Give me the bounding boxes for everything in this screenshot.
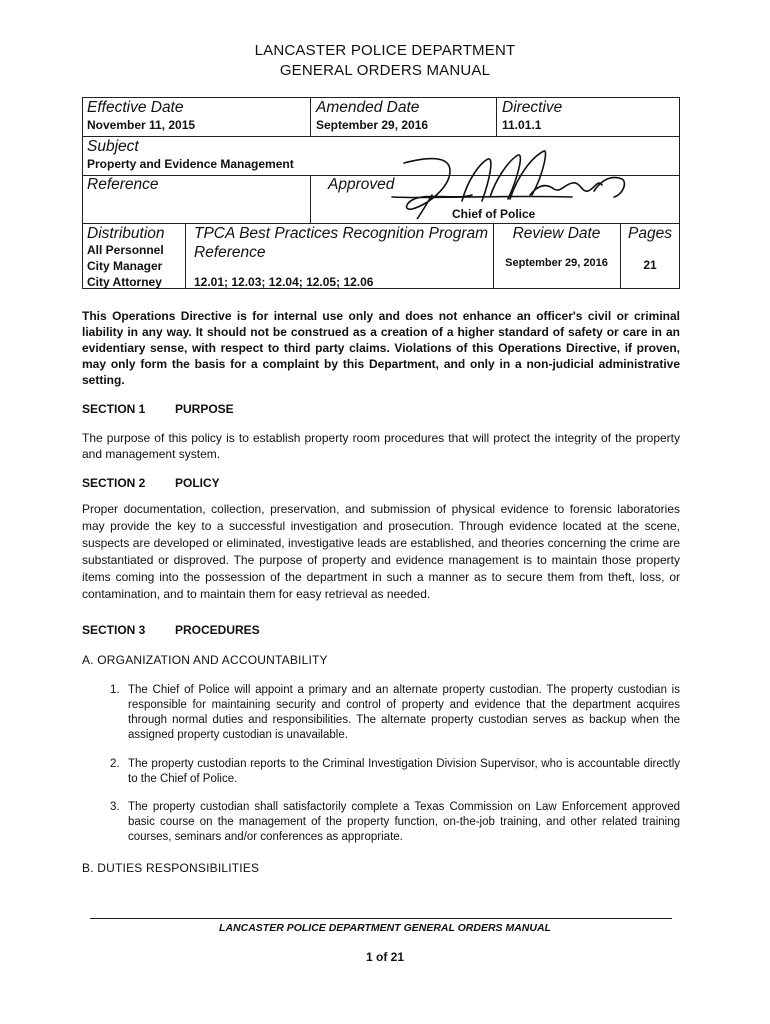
section-3-title: PROCEDURES [175, 623, 260, 637]
footer-title: LANCASTER POLICE DEPARTMENT GENERAL ORDERS MANUAL [219, 922, 551, 934]
list-item-text: The Chief of Police will appoint a primary and an alternate property custodian. The property custodian is responsible for maintaining security and control of property and evidence that the department acquires through normal duties and responsibilities. The alternate property custodian serves as backup when the assigned property custodian is unavailable. [128, 684, 680, 741]
review-date-value: September 29, 2016 [505, 257, 608, 269]
distribution-label: Distribution [87, 225, 165, 242]
effective-date-value: November 11, 2015 [87, 118, 196, 132]
list-item [110, 683, 680, 743]
department-title: LANCASTER POLICE DEPARTMENT [254, 42, 516, 59]
section-3-heading [82, 623, 260, 637]
directive-value: 11.01.1 [502, 118, 542, 132]
subsection-b-heading: B. DUTIES RESPONSIBILITIES [82, 861, 260, 875]
section-1-heading [82, 402, 234, 416]
list-item-number: 3. [110, 801, 120, 813]
directive-label: Directive [502, 99, 563, 116]
subject-value: Property and Evidence Management [87, 157, 294, 171]
approver-title: Chief of Police [452, 207, 536, 221]
effective-date-label: Effective Date [87, 99, 184, 116]
distribution-all-personnel: All Personnel [87, 243, 164, 257]
list-item-text: The property custodian shall satisfactorily complete a Texas Commission on Law Enforcement approved basic course on the management of the property function, on-the-job training, and other related training courses, seminars and/or conferences as appropriate. [128, 801, 680, 843]
section-2-text: Proper documentation, collection, preservation, and submission of physical evidence to forensic laboratories may provide the key to a successful investigation and prosecution. Through evidence located at the scene, suspects are developed or eliminated, investigative leads are established, and theories concerning the crime are substantiated or disproved. The purpose of property and evidence management is to maintain those property items coming into the possession of the department in such a manner as to secure them from theft, loss, or contamination, and to maintain them for easy retrieval as needed. [82, 502, 680, 601]
section-1-title: PURPOSE [175, 402, 234, 416]
section-1-text: The purpose of this policy is to establish property room procedures that will protect the integrity of the property and management system. [82, 431, 680, 461]
amended-date-label: Amended Date [316, 99, 420, 116]
directive-info-table [82, 97, 680, 289]
subsection-a-heading: A. ORGANIZATION AND ACCOUNTABILITY [82, 653, 328, 667]
subject-label: Subject [87, 138, 139, 155]
amended-date-value: September 29, 2016 [316, 118, 429, 132]
section-2-heading [82, 476, 220, 490]
approved-label: Approved [328, 176, 395, 193]
tpca-reference-label: Reference [194, 244, 266, 261]
tpca-label: TPCA Best Practices Recognition Program [194, 225, 489, 242]
pages-label: Pages [628, 225, 672, 242]
page-number: 1 of 21 [365, 950, 404, 964]
distribution-city-manager: City Manager [87, 259, 163, 273]
distribution-city-attorney: City Attorney [87, 275, 162, 289]
pages-value: 21 [643, 258, 657, 272]
section-2-number: SECTION 2 [82, 476, 146, 490]
section-3-number: SECTION 3 [82, 623, 146, 637]
manual-title: GENERAL ORDERS MANUAL [279, 62, 491, 79]
list-item [110, 800, 680, 845]
chief-signature [332, 149, 632, 219]
reference-label: Reference [87, 176, 159, 193]
list-item-text: The property custodian reports to the Criminal Investigation Division Supervisor, who is accountable directly to the Chief of Police. [128, 758, 680, 785]
disclaimer: This Operations Directive is for internal use only and does not enhance an officer's civil or criminal liability in any way. It should not be construed as a creation of a higher standard of safety or care in an evidentiary sense, with respect to third party claims. Violations of this Operations Directive, if proven, may only form the basis for a complaint by this Department, and only in a non-judicial administrative setting. [82, 309, 680, 387]
section-1-number: SECTION 1 [82, 402, 146, 416]
list-item-number: 1. [110, 684, 120, 696]
list-item [110, 757, 680, 787]
tpca-reference-value: 12.01; 12.03; 12.04; 12.05; 12.06 [194, 275, 374, 289]
section-2-title: POLICY [175, 476, 220, 490]
list-item-number: 2. [110, 758, 120, 770]
footer-divider [90, 918, 672, 919]
review-date-label: Review Date [512, 225, 601, 242]
